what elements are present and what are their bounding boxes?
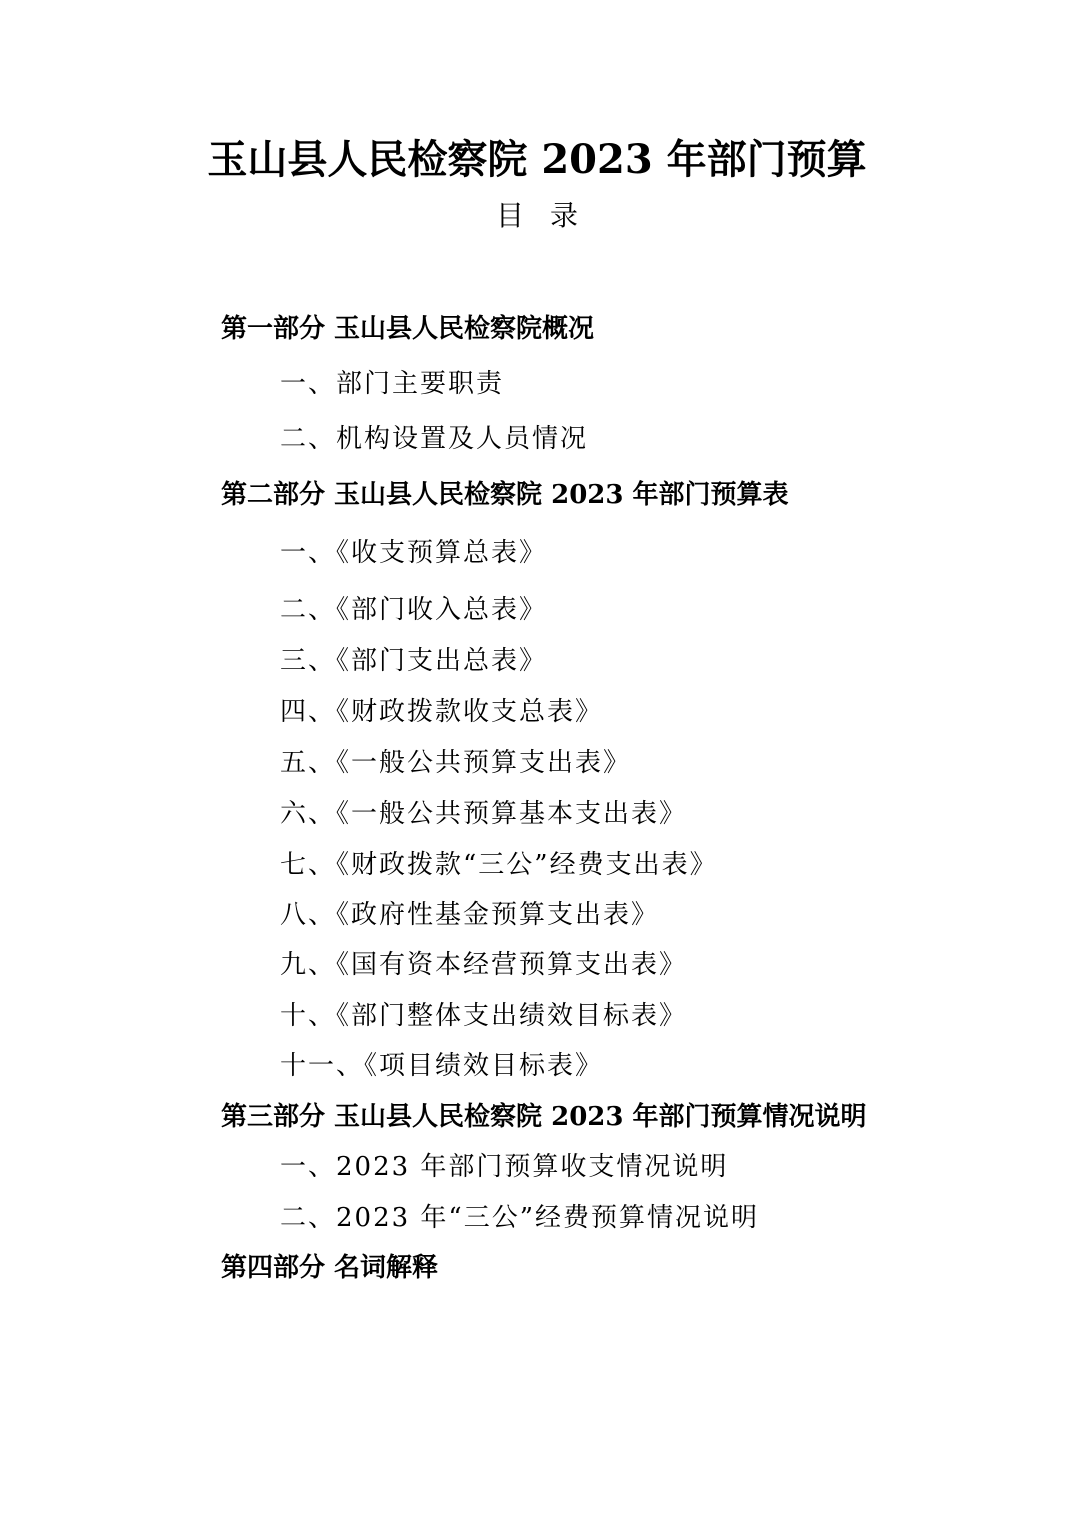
toc-item: 三、《部门支出总表》: [280, 646, 548, 676]
toc-part-1-heading: 第一部分 玉山县人民检察院概况: [221, 314, 595, 344]
toc-item: 十、《部门整体支出绩效目标表》: [280, 1001, 688, 1031]
toc-item: 一、2023 年部门预算收支情况说明: [280, 1152, 729, 1182]
toc-item: 十一、《项目绩效目标表》: [280, 1051, 604, 1081]
toc-item: 九、《国有资本经营预算支出表》: [280, 950, 688, 980]
toc-item: 六、《一般公共预算基本支出表》: [280, 799, 688, 829]
toc-item: 五、《一般公共预算支出表》: [280, 748, 632, 778]
document-title: 玉山县人民检察院 2023 年部门预算: [207, 136, 867, 183]
toc-heading: 目录: [495, 199, 604, 232]
toc-item: 七、《财政拨款“三公”经费支出表》: [280, 850, 718, 880]
toc-item: 八、《政府性基金预算支出表》: [280, 900, 660, 930]
toc-part-4-heading: 第四部分 名词解释: [221, 1253, 439, 1283]
toc-item: 一、《收支预算总表》: [280, 538, 548, 568]
toc-item: 四、《财政拨款收支总表》: [280, 697, 604, 727]
toc-part-3-heading: 第三部分 玉山县人民检察院 2023 年部门预算情况说明: [221, 1102, 867, 1132]
toc-part-2-heading: 第二部分 玉山县人民检察院 2023 年部门预算表: [221, 480, 789, 510]
toc-item: 一、部门主要职责: [280, 369, 505, 399]
toc-item: 二、2023 年“三公”经费预算情况说明: [280, 1203, 760, 1233]
toc-item: 二、《部门收入总表》: [280, 595, 548, 625]
toc-item: 二、机构设置及人员情况: [280, 424, 589, 454]
